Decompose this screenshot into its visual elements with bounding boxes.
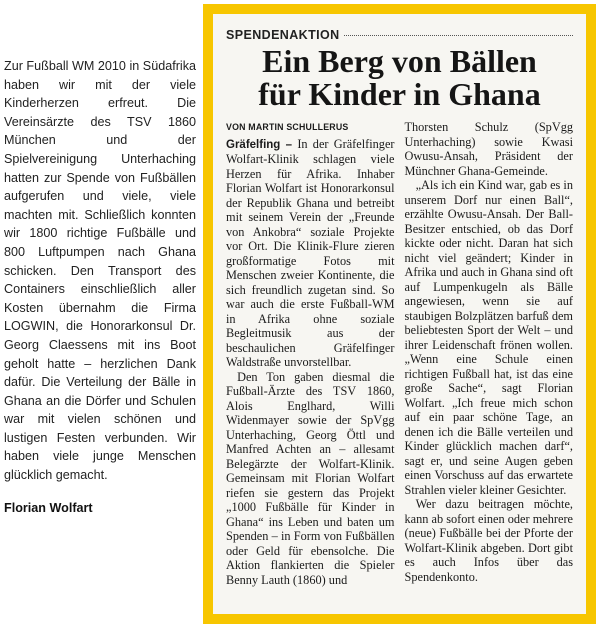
dateline: Gräfelfing – xyxy=(226,138,293,151)
signature: Florian Wolfart xyxy=(4,500,93,515)
headline-line-2: für Kinder in Ghana xyxy=(258,76,541,112)
intro-column xyxy=(4,57,196,517)
article-columns xyxy=(226,120,573,587)
paragraph-text: In der Gräfelfinger Wolfart-Klinik schlagen viele Herzen für Afrika. Inhaber Florian Wolfart ist Honorarkonsul der Republik Ghana und betreibt mit seinem Verein der „Freunde von Ankobra“ soziale Projekte vor Ort. Die Klinik-Flure zieren großformatige Fotos mit Menschen zweier Kontinente, die sich freundlich zugetan sind. So war auch die erste Fußball-WM in Afrika ohne soziale Begleitmusik aus der beschaulichen Gräfelfinger Waldstraße unvorstellbar. xyxy=(226,136,395,369)
article-headline xyxy=(226,45,573,111)
article-column-1 xyxy=(226,120,395,587)
newspaper-clipping xyxy=(213,14,586,614)
paragraph: Wer dazu beitragen möchte, kann ab sofort einen oder mehrere (neue) Fußbälle bei der Pforte der Wolfart-Klinik abgeben. Dort gibt es auch Infos über das Spendenkonto. xyxy=(404,497,573,584)
paragraph xyxy=(226,137,395,370)
kicker-dotted-rule xyxy=(344,35,573,36)
headline-line-1: Ein Berg von Bällen xyxy=(262,43,537,79)
article-kicker xyxy=(226,28,573,42)
paragraph: Den Ton gaben diesmal die Fußball-Ärzte des TSV 1860, Alois Englhard, Willi Widenmayer sowie der SpVgg Unterhaching, Georg Öttl und Manfred Achten an – allesamt Belegärzte der Wolfart-Klinik. Gemeinsam mit Florian Wolfart riefen sie gestern das Projekt „1000 Fußbälle für Kinder in Ghana“ ins Leben und baten um Spenden – in Form von Fußbällen oder Geld für ebensolche. Die Aktion flankierten die Spieler Benny Lauth (1860) und xyxy=(226,369,395,587)
article-column-2 xyxy=(405,120,574,587)
intro-text: Zur Fußball WM 2010 in Südafrika haben wir mit der viele Kinderherzen erfreut. Die Vereinsärzte des TSV 1860 München und der Spielvereinigung Unterhaching hatten zur Spende von Fußbällen aufgerufen und viele, viele machten mit. Schließlich konnten wir 1800 richtige Fußbälle und 800 Luftpumpen nach Ghana schicken. Den Transport des Containers einschließlich aller Kosten übernahm die Firma LOGWIN, die Honorarkonsul Dr. Georg Claessens mit ins Boot geholt hatte – herzlichen Dank dafür. Die Verteilung der Bälle in Ghana an die Dörfer und Schulen war mit vielen schönen und lustigen Festen verbunden. Wir haben viele junge Menschen glücklich gemacht. xyxy=(4,59,196,483)
byline: VON MARTIN SCHULLERUS xyxy=(226,122,349,132)
newspaper-clipping-frame xyxy=(203,4,596,624)
paragraph: Thorsten Schulz (SpVgg Unterhaching) sowie Kwasi Owusu-Ansah, Präsident der Münchner Ghana-Gemeinde. xyxy=(404,120,573,178)
kicker-label: SPENDENAKTION xyxy=(226,28,340,42)
paragraph: „Als ich ein Kind war, gab es in unserem Dorf nur einen Ball“, erzählte Owusu-Ansah. Der Ball-Besitzer entschied, ob das Dorf kickte oder nicht. Daran hat sich nicht viel geändert; Kinder in Afrika und auch in Ghana sind oft auf Lumpenkugeln als Bälle angewiesen, wenn sie auf staubigen Bolzplätzen barfuß dem beliebtesten Sport der Welt – und ihrer Leidenschaft frönen wollen. „Wenn eine Schule einen richtigen Fußball hat, ist das eine große Sache“, sagt Florian Wolfart. „Ich freue mich schon auf ein paar schöne Tage, an denen ich die Bälle verteilen und Kinder glücklich machen darf“, sagt er, und seine Augen geben einen Vorschuss auf das erwartete Strahlen vieler kleiner Gesichter. xyxy=(404,178,573,497)
